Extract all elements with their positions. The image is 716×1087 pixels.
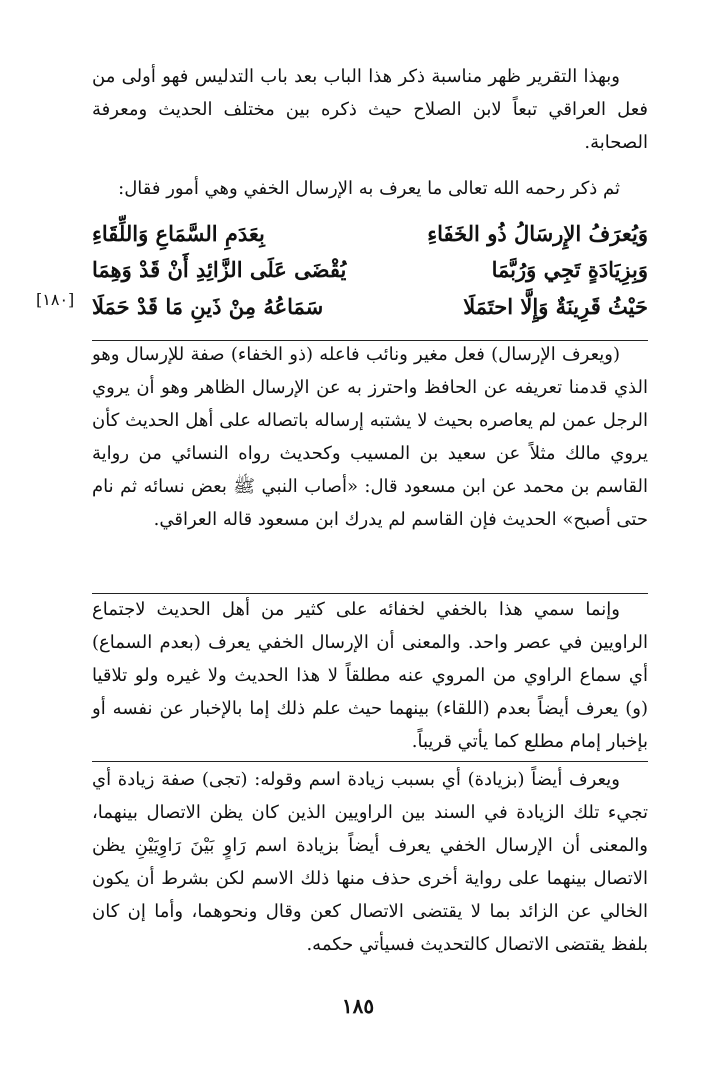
verse-2-first-hemistich: وَبِزِيَادَةٍ تَجِي وَرُبَّمَا: [491, 257, 648, 282]
commentary-paragraph-1: (ويعرف الإرسال) فعل مغير ونائب فاعله (ذو الخفاء) صفة للإرسال وهو الذي قدمنا تعريفه عن الحافظ واحترز به عن الإرسال الظاهر وهو أن يروي الرجل عمن لم يعاصره بحيث لا يشتبه إرساله باتصاله على أهل الحديث كأن يروي مالك مثلاً عن سعيد بن المسيب وكحديث رواه النسائي من رواية القاسم بن محمد عن ابن مسعود قال: «أصاب النبي ﷺ بعض نسائه ثم نام حتى أصبح» الحديث فإن القاسم لم يدرك ابن مسعود قاله العراقي.: [92, 344, 648, 530]
page-number: ١٨٥: [341, 994, 375, 1018]
verse-3-second-hemistich: سَمَاعُهُ مِنْ ذَينِ مَا قَدْ حَمَلَا: [92, 294, 324, 319]
lead-paragraph: ثم ذكر رحمه الله تعالى ما يعرف به الإرسال الخفي وهي أمور فقال:: [118, 178, 620, 199]
verse-3: [92, 289, 648, 325]
commentary-paragraph-2: وإنما سمي هذا بالخفي لخفائه على كثير من أهل الحديث لاجتماع الراويين في عصر واحد. والمعنى أن الإرسال الخفي يعرف (بعدم السماع) أي سماع الراوي من المروي عنه مطلقاً لا هذا الحديث ولا غيره ولو تلاقيا (و) يعرف أيضاً بعدم (اللقاء) بينهما حيث علم ذلك إما بالإخبار عن نفسه أو بإخبار إمام مطلع كما يأتي قريباً.: [92, 599, 648, 752]
verse-1-first-hemistich: وَيُعرَفُ الإِرسَالُ ذُو الخَفَاءِ: [427, 221, 648, 246]
verse-2: [92, 252, 648, 288]
verse-number: [١٨٠]: [36, 290, 75, 309]
section-divider: [92, 761, 648, 762]
poem: [92, 216, 648, 328]
verse-1-second-hemistich: بِعَدَمِ السَّمَاعِ وَاللِّقَاءِ: [92, 221, 265, 246]
verse-1: [92, 216, 648, 252]
intro-paragraph: وبهذا التقرير ظهر مناسبة ذكر هذا الباب بعد باب التدليس فهو أولى من فعل العراقي تبعاً لابن الصلاح حيث ذكره بين مختلف الحديث ومعرفة الصحابة.: [92, 66, 648, 153]
verse-3-first-hemistich: حَيْثُ قَرِينَةٌ وَإِلَّا احتَمَلَا: [463, 294, 648, 319]
commentary-paragraph-3: ويعرف أيضاً (بزيادة) أي بسبب زيادة اسم وقوله: (تجى) صفة زيادة أي تجيء تلك الزيادة في السند بين الراويين الذين كان يظن الاتصال بينهما، والمعنى أن الإرسال الخفي يعرف أيضاً بزيادة اسم رَاوٍ بَيْنَ رَاوِيَيْنِ يظن الاتصال بينهما على رواية أخرى حذف منها ذلك الاسم لكن بشرط أن يكون الخالي عن الزائد بما لا يقتضى الاتصال كعن وقال ونحوهما، وأما إن كان بلفظ يقتضى الاتصال كالتحديث فسيأتي حكمه.: [92, 769, 649, 955]
verse-2-second-hemistich: يُقْضَى عَلَى الزَّائِدِ أَنْ قَدْ وَهِمَا: [92, 257, 347, 282]
